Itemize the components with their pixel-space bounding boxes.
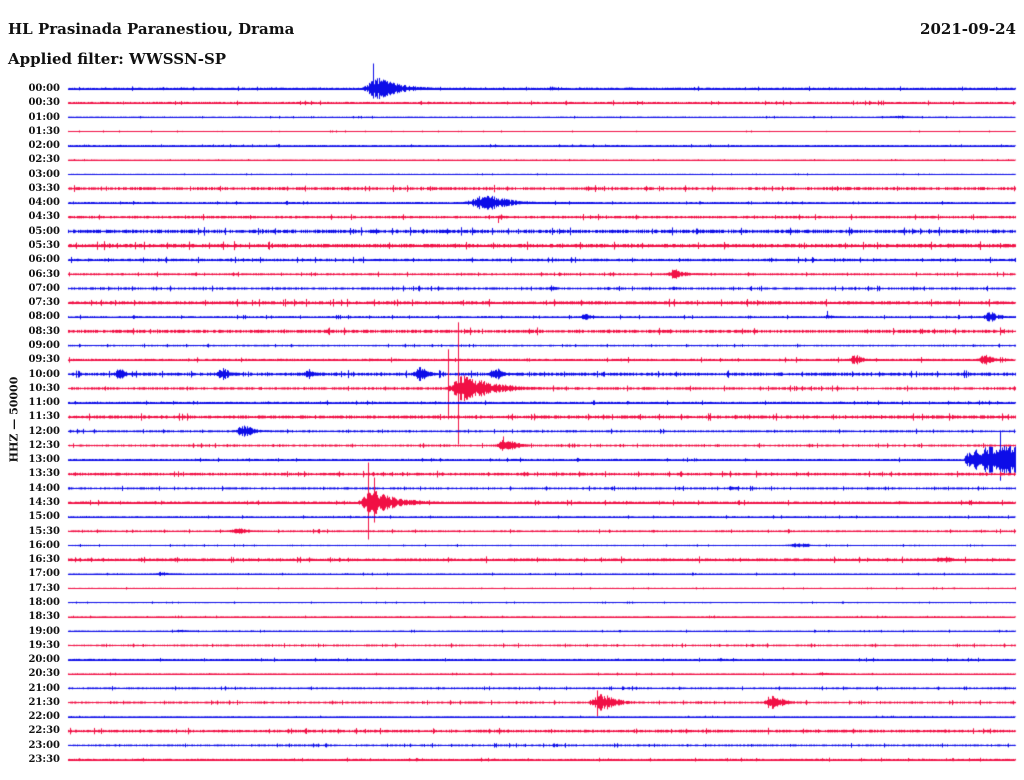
trace-time-label: 06:30 bbox=[28, 268, 60, 280]
trace-time-label: 03:30 bbox=[28, 182, 60, 194]
trace-time-label: 11:30 bbox=[28, 411, 60, 423]
trace-time-label: 14:30 bbox=[28, 497, 60, 509]
trace-time-label: 07:00 bbox=[28, 282, 60, 294]
trace-time-label: 15:30 bbox=[28, 525, 60, 537]
trace-time-label: 13:30 bbox=[28, 468, 60, 480]
trace-time-label: 04:00 bbox=[28, 197, 60, 209]
trace-time-label: 12:00 bbox=[28, 425, 60, 437]
trace-time-label: 19:30 bbox=[28, 639, 60, 651]
trace-time-label: 03:00 bbox=[28, 168, 60, 180]
trace-time-label: 08:00 bbox=[28, 311, 60, 323]
trace-time-label: 07:30 bbox=[28, 297, 60, 309]
trace-time-label: 01:00 bbox=[28, 111, 60, 123]
trace-time-label: 02:00 bbox=[28, 140, 60, 152]
trace-time-label: 22:00 bbox=[28, 711, 60, 723]
trace-time-label: 20:00 bbox=[28, 654, 60, 666]
trace-time-label: 13:00 bbox=[28, 454, 60, 466]
trace-time-label: 20:30 bbox=[28, 668, 60, 680]
trace-time-label: 21:30 bbox=[28, 696, 60, 708]
trace-time-label: 18:30 bbox=[28, 611, 60, 623]
trace-time-label: 16:30 bbox=[28, 554, 60, 566]
trace-time-label: 09:30 bbox=[28, 354, 60, 366]
trace-time-label: 23:30 bbox=[28, 754, 60, 766]
trace-time-label: 04:30 bbox=[28, 211, 60, 223]
trace-time-label: 22:30 bbox=[28, 725, 60, 737]
trace-time-label: 09:00 bbox=[28, 339, 60, 351]
trace-time-label: 23:00 bbox=[28, 739, 60, 751]
trace-time-label: 02:30 bbox=[28, 154, 60, 166]
trace-time-label: 18:00 bbox=[28, 596, 60, 608]
trace-time-label: 17:00 bbox=[28, 568, 60, 580]
trace-time-label: 11:00 bbox=[28, 397, 60, 409]
trace-time-label: 00:30 bbox=[28, 97, 60, 109]
trace-time-label: 08:30 bbox=[28, 325, 60, 337]
trace-time-label: 06:00 bbox=[28, 254, 60, 266]
trace-time-label: 05:30 bbox=[28, 240, 60, 252]
trace-time-label: 21:00 bbox=[28, 682, 60, 694]
trace-time-label: 05:00 bbox=[28, 225, 60, 237]
trace-time-label: 14:00 bbox=[28, 482, 60, 494]
trace-time-label: 16:00 bbox=[28, 539, 60, 551]
trace-time-label: 19:00 bbox=[28, 625, 60, 637]
trace-time-label: 10:00 bbox=[28, 368, 60, 380]
trace-time-label: 12:30 bbox=[28, 439, 60, 451]
trace-time-label: 10:30 bbox=[28, 382, 60, 394]
trace-time-label: 00:00 bbox=[28, 83, 60, 94]
trace-time-label: 15:00 bbox=[28, 511, 60, 523]
trace-time-label: 17:30 bbox=[28, 582, 60, 594]
trace-time-label: 01:30 bbox=[28, 125, 60, 137]
